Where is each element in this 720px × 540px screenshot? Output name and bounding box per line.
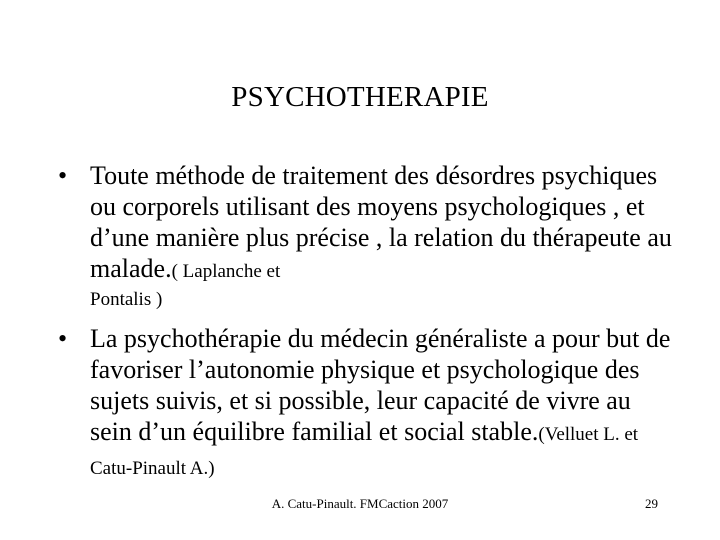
bullet-item-definition (58, 160, 678, 311)
bullet-text: Toute méthode de traitement des désordres psychiques ou corporels utilisant des moyens psychologiques , et d’une manière plus précise , la relation du thérapeute au malade. (90, 161, 672, 283)
footer-author: A. Catu-Pinault. FMCaction 2007 (271, 496, 449, 511)
bullet-list (58, 160, 678, 484)
bullet-marker: • (58, 161, 68, 190)
bullet-marker: • (58, 324, 68, 353)
citation-text: ( Laplanche et (171, 261, 281, 282)
page-number: 29 (645, 496, 658, 511)
citation-text: Pontalis ) (90, 289, 163, 310)
citation-text: (Velluet L. et Catu-Pinault A.) (90, 424, 639, 479)
slide-title: PSYCHOTHERAPIE (231, 81, 489, 113)
bullet-text: La psychothérapie du médecin généraliste a pour but de favoriser l’autonomie physique et psychologique des sujets suivis, et si possible, leur capacité de vivre au sein d’un équilibre familial et social stable. (90, 324, 671, 446)
bullet-item-general-practice (58, 323, 678, 484)
